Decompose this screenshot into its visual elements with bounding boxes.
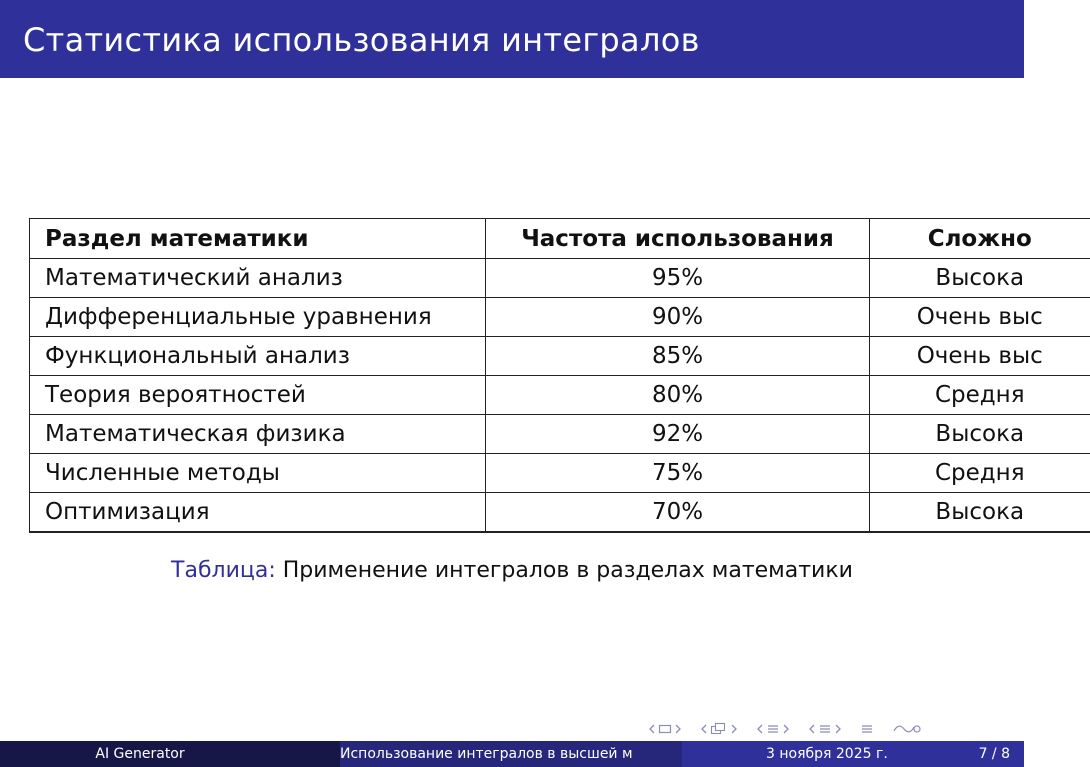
nav-group-slide — [808, 723, 842, 735]
cell-section: Оптимизация — [30, 493, 486, 532]
table-row — [30, 376, 1090, 415]
statistics-table — [29, 218, 1090, 533]
nav-group-subsection — [700, 722, 738, 736]
cell-frequency: 80% — [486, 376, 870, 415]
cell-frequency: 70% — [486, 493, 870, 532]
cell-section: Функциональный анализ — [30, 337, 486, 376]
slide-icon — [818, 723, 832, 735]
table-row — [30, 493, 1090, 532]
search-icon[interactable] — [892, 723, 922, 735]
footer-title: Использование интегралов в высшей м — [340, 741, 682, 767]
beamer-navigation — [648, 720, 936, 738]
footer-date-section — [682, 741, 1024, 767]
table-caption — [0, 558, 1024, 583]
cell-section: Численные методы — [30, 454, 486, 493]
align-icon[interactable] — [860, 723, 874, 735]
frame-prev-icon[interactable] — [648, 723, 656, 735]
table-row — [30, 298, 1090, 337]
table-header-row — [30, 219, 1090, 259]
table-row — [30, 415, 1090, 454]
cell-difficulty: Высока — [870, 259, 1090, 298]
nav-group-align — [860, 723, 874, 735]
footer-author: AI Generator — [0, 741, 340, 767]
cell-frequency: 90% — [486, 298, 870, 337]
cell-frequency: 85% — [486, 337, 870, 376]
footer-bar — [0, 741, 1024, 767]
cell-difficulty: Высока — [870, 415, 1090, 454]
footer-date: 3 ноября 2025 г. — [766, 746, 888, 762]
header-frequency: Частота использования — [486, 219, 870, 259]
cell-section: Дифференциальные уравнения — [30, 298, 486, 337]
subsection-next-icon[interactable] — [730, 723, 738, 735]
cell-frequency: 92% — [486, 415, 870, 454]
slide-title: Статистика использования интегралов — [23, 21, 700, 59]
caption-text: Применение интегралов в разделах математики — [282, 558, 853, 583]
cell-frequency: 75% — [486, 454, 870, 493]
nav-group-section — [756, 723, 790, 735]
cell-difficulty: Очень выс — [870, 337, 1090, 376]
table-row — [30, 259, 1090, 298]
cell-section: Математический анализ — [30, 259, 486, 298]
frame-next-icon[interactable] — [674, 723, 682, 735]
cell-difficulty: Средня — [870, 454, 1090, 493]
table-row — [30, 337, 1090, 376]
table-container — [29, 218, 1043, 538]
cell-frequency: 95% — [486, 259, 870, 298]
nav-group-frame — [648, 723, 682, 735]
caption-label: Таблица: — [171, 558, 276, 583]
section-prev-icon[interactable] — [756, 723, 764, 735]
cell-difficulty: Очень выс — [870, 298, 1090, 337]
subsection-prev-icon[interactable] — [700, 723, 708, 735]
section-next-icon[interactable] — [782, 723, 790, 735]
header-section: Раздел математики — [30, 219, 486, 259]
slide-prev-icon[interactable] — [808, 723, 816, 735]
footer-page-number: 7 / 8 — [978, 746, 1010, 762]
cell-difficulty: Высока — [870, 493, 1090, 532]
table-row — [30, 454, 1090, 493]
slide-next-icon[interactable] — [834, 723, 842, 735]
subsection-icon — [710, 722, 728, 736]
header-difficulty: Сложно — [870, 219, 1090, 259]
nav-group-search — [892, 723, 922, 735]
cell-section: Теория вероятностей — [30, 376, 486, 415]
frame-icon — [658, 723, 672, 735]
section-icon — [766, 723, 780, 735]
cell-section: Математическая физика — [30, 415, 486, 454]
title-bar — [0, 0, 1024, 78]
cell-difficulty: Средня — [870, 376, 1090, 415]
